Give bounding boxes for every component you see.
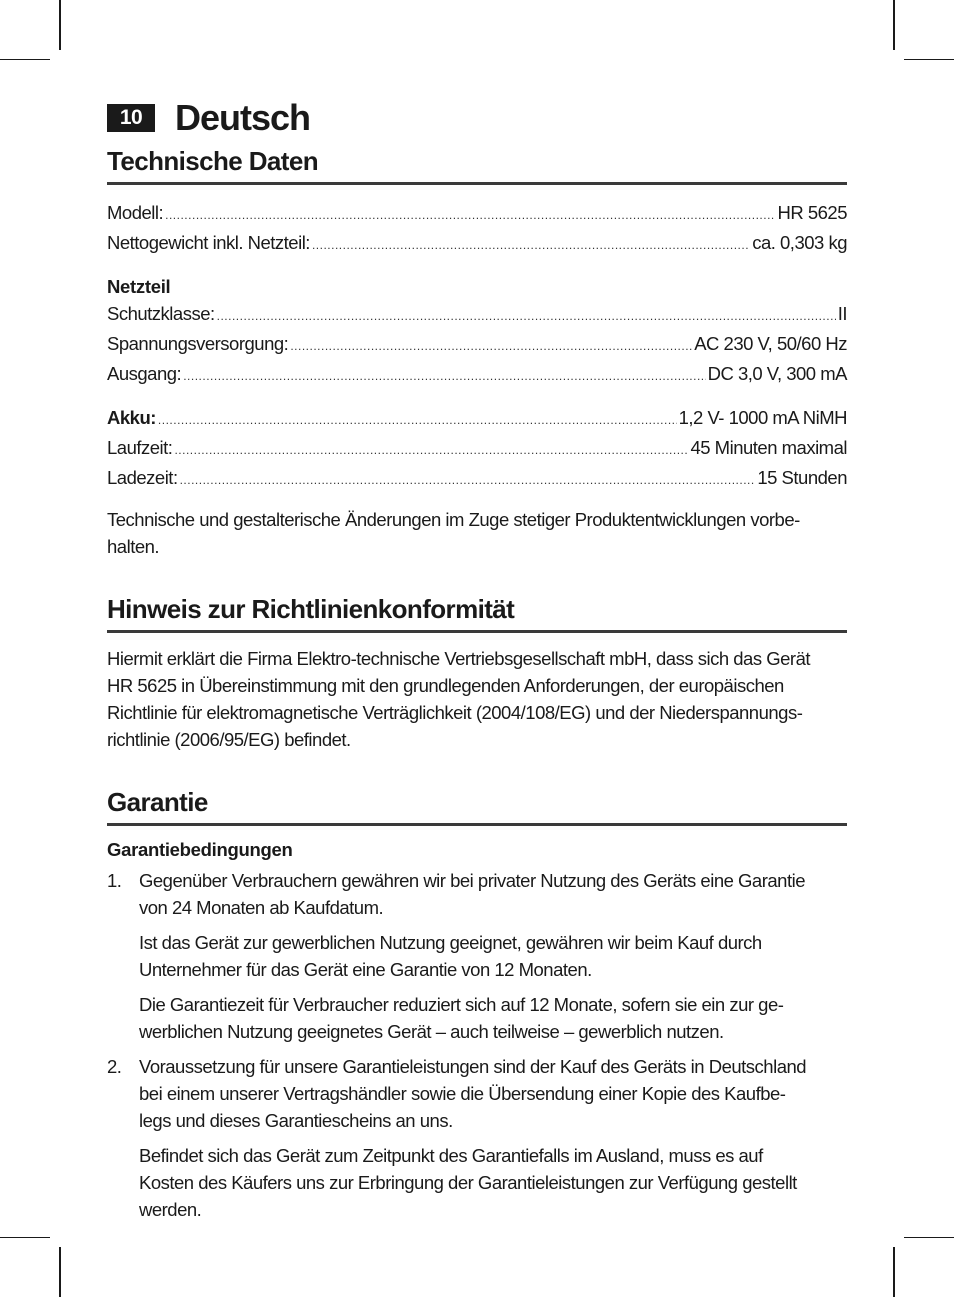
text-line: bei einem unserer Vertragshändler sowie die Übersendung einer Kopie des Kaufbe- [139,1083,786,1104]
text-line: legs und dieses Garantiescheins an uns. [139,1110,453,1131]
list-paragraph [107,991,847,1045]
list-number: 1. [107,870,122,891]
note-line: halten. [107,536,160,557]
text-line: Hiermit erklärt die Firma Elektro-technische Vertriebsgesellschaft mbH, dass sich das Gerät [107,648,810,669]
spec-label: Nettogewicht inkl. Netzteil: [107,232,310,253]
spec-value: 1,2 V- 1000 mA NiMH [678,407,847,428]
text-line: von 24 Monaten ab Kaufdatum. [139,897,384,918]
spec-value: AC 230 V, 50/60 Hz [694,333,847,354]
spacer [107,494,847,506]
spacer [107,753,847,787]
text-line: Gegenüber Verbrauchern gewähren wir bei privater Nutzung des Geräts eine Garantie [139,870,805,891]
leader-dots [180,467,756,494]
warranty-heading: Garantie [107,787,847,826]
spec-group-general [107,199,847,259]
spec-row-battery [107,404,847,434]
note-line: Technische und gestalterische Änderungen im Zuge stetiger Produktentwicklungen vorbe- [107,509,800,530]
list-paragraph [107,1142,847,1223]
text-line: Befindet sich das Gerät zum Zeitpunkt des Garantiefalls im Ausland, muss es auf [139,1145,763,1166]
text-line: werden. [139,1199,202,1220]
spec-row-runtime [107,434,847,464]
text-line: werblichen Nutzung geeignetes Gerät – auch teilweise – gewerblich nutzen. [139,1021,724,1042]
spec-row-model [107,199,847,229]
technical-note [107,506,847,560]
list-number: 2. [107,1056,122,1077]
text-line: HR 5625 in Übereinstimmung mit den grundlegenden Anforderungen, der europäischen [107,675,784,696]
crop-mark-bottom-left-vertical [59,1247,61,1297]
crop-mark-top-right-vertical [893,0,895,50]
technical-data-heading: Technische Daten [107,146,847,185]
crop-mark-top-left-vertical [59,0,61,50]
spec-value: ca. 0,303 kg [752,232,847,253]
leader-dots [158,407,677,434]
list-item [107,1053,847,1134]
leader-dots [290,333,692,360]
spacer [107,560,847,594]
leader-dots [174,437,688,464]
spec-label: Modell: [107,202,164,223]
spacer [107,983,847,991]
spec-row-output [107,360,847,390]
list-text [139,867,847,921]
text-line: Ist das Gerät zur gewerblichen Nutzung geeignet, gewähren wir beim Kauf durch [139,932,762,953]
spacer [107,1045,847,1053]
spacer [107,826,847,836]
spec-value: II [837,303,847,324]
language-title: Deutsch [175,97,311,138]
spec-group-power-supply [107,273,847,390]
list-paragraph [107,929,847,983]
text-line: Kosten des Käufers uns zur Erbringung der Garantieleistungen zur Verfügung gestellt [139,1172,797,1193]
spacer [107,1134,847,1142]
list-item [107,867,847,921]
power-supply-heading: Netzteil [107,276,171,297]
spec-value: HR 5625 [777,202,847,223]
spec-row-protection-class [107,300,847,330]
conformity-text [107,645,847,753]
crop-mark-top-right-horizontal [904,59,954,60]
spec-label-bold: Akku: [107,407,156,428]
spec-label: Ladezeit: [107,467,178,488]
spec-label: Schutzklasse: [107,303,215,324]
leader-dots [183,363,705,390]
spec-row-charge-time [107,464,847,494]
page-number-badge: 10 [107,104,155,132]
spec-value: 45 Minuten maximal [690,437,847,458]
leader-dots [165,202,775,229]
spec-row-net-weight [107,229,847,259]
list-text [139,1053,847,1134]
text-line: Die Garantiezeit für Verbraucher reduziert sich auf 12 Monate, sofern sie ein zur ge- [139,994,784,1015]
spec-row-voltage-supply [107,330,847,360]
text-line: richtlinie (2006/95/EG) befindet. [107,729,351,750]
spec-group-battery [107,404,847,494]
spec-value: 15 Stunden [757,467,847,488]
crop-mark-top-left-horizontal [0,59,50,60]
spacer [107,921,847,929]
spec-label: Laufzeit: [107,437,173,458]
spec-label: Ausgang: [107,363,182,384]
text-line: Voraussetzung für unsere Garantieleistungen sind der Kauf des Geräts in Deutschland [139,1056,807,1077]
document-page [107,98,847,1223]
spec-value: DC 3,0 V, 300 mA [707,363,847,384]
crop-mark-bottom-left-horizontal [0,1237,50,1238]
crop-mark-bottom-right-horizontal [904,1237,954,1238]
leader-dots [217,303,836,330]
conformity-heading: Hinweis zur Richtlinienkonformität [107,594,847,633]
crop-mark-bottom-right-vertical [893,1247,895,1297]
leader-dots [312,232,750,259]
page-header [107,98,847,138]
spec-label: Spannungsversorgung: [107,333,289,354]
warranty-conditions-heading: Garantiebedingungen [107,839,293,860]
text-line: Unternehmer für das Gerät eine Garantie von 12 Monaten. [139,959,592,980]
text-line: Richtlinie für elektromagnetische Verträglichkeit (2004/108/EG) und der Niederspannungs- [107,702,803,723]
spacer [107,633,847,645]
